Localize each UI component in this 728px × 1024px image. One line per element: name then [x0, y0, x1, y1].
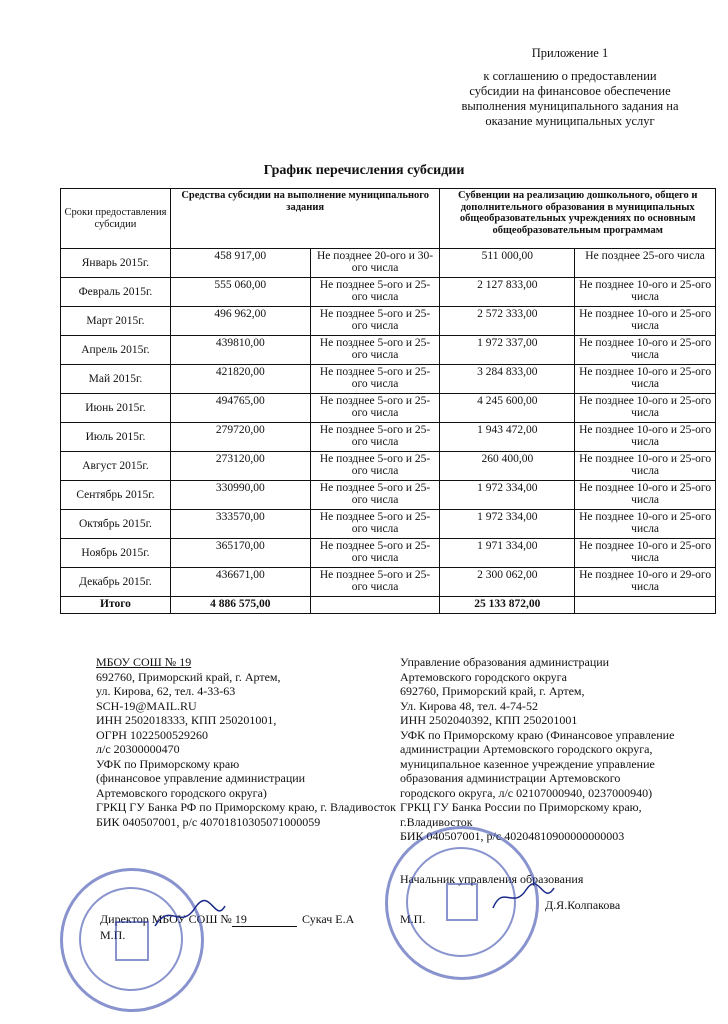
party-right-line: БИК 040507001, р/с 40204810900000000003: [400, 829, 625, 843]
subvention-term-cell: Не позднее 10-ого и 25-ого числа: [575, 452, 716, 481]
month-cell: Январь 2015г.: [61, 249, 171, 278]
party-right: [400, 655, 700, 844]
header-funds: Средства субсидии на выполнение муниципального задания: [170, 189, 440, 249]
right-signer-title: Начальник управления образования: [400, 872, 584, 886]
funds-term-cell: Не позднее 5-ого и 25-ого числа: [310, 510, 440, 539]
total-empty: [310, 597, 440, 614]
funds-amount-cell: 333570,00: [170, 510, 310, 539]
party-left-line: УФК по Приморскому краю: [96, 756, 240, 771]
month-cell: Апрель 2015г.: [61, 336, 171, 365]
funds-term-cell: Не позднее 5-ого и 25-ого числа: [310, 568, 440, 597]
table-row: [61, 510, 716, 539]
subvention-term-cell: Не позднее 10-ого и 25-ого числа: [575, 365, 716, 394]
month-cell: Июль 2015г.: [61, 423, 171, 452]
party-left-line: ИНН 2502018333, КПП 250201001,: [96, 713, 277, 727]
appendix-header: [450, 46, 690, 129]
left-signature-line: [232, 926, 297, 927]
header-subventions: Субвенции на реализацию дошкольного, общего и дополнительного образования в муниципальных общеобразовательных учреждениях по основным общеобразовательным программам: [440, 189, 716, 249]
party-right-line: городского округа, л/с 02107000940, 0237000940): [400, 785, 653, 800]
party-left-line: ГРКЦ ГУ Банка РФ по Приморскому краю, г. Владивосток: [96, 800, 396, 814]
party-right-line: Управление образования администрации: [400, 655, 610, 669]
funds-amount-cell: 496 962,00: [170, 307, 310, 336]
funds-term-cell: Не позднее 5-ого и 25-ого числа: [310, 336, 440, 365]
party-right-line: образования администрации Артемовского: [400, 771, 621, 785]
subvention-term-cell: Не позднее 10-ого и 25-ого числа: [575, 307, 716, 336]
left-signer-name: Сукач Е.А: [302, 912, 355, 926]
subvention-term-cell: Не позднее 10-ого и 25-ого числа: [575, 278, 716, 307]
appendix-line: оказание муниципальных услуг: [485, 114, 655, 128]
subvention-term-cell: Не позднее 10-ого и 25-ого числа: [575, 336, 716, 365]
funds-term-cell: Не позднее 20-ого и 30-ого числа: [310, 249, 440, 278]
subvention-term-cell: Не позднее 25-ого числа: [575, 249, 716, 278]
month-cell: Март 2015г.: [61, 307, 171, 336]
funds-amount-cell: 555 060,00: [170, 278, 310, 307]
appendix-title: Приложение 1: [531, 46, 609, 60]
right-mp: М.П.: [400, 912, 426, 926]
total-label: Итого: [61, 597, 171, 614]
table-row: [61, 394, 716, 423]
party-left: [96, 655, 396, 829]
funds-term-cell: Не позднее 5-ого и 25-ого числа: [310, 481, 440, 510]
table-row: [61, 568, 716, 597]
right-signer-name: Д.Я.Колпакова: [545, 898, 621, 912]
month-cell: Июнь 2015г.: [61, 394, 171, 423]
subvention-amount-cell: 511 000,00: [440, 249, 575, 278]
month-cell: Август 2015г.: [61, 452, 171, 481]
month-cell: Сентябрь 2015г.: [61, 481, 171, 510]
party-left-line: л/с 20300000470: [96, 742, 180, 756]
party-left-line: БИК 040507001, р/с 40701810305071000059: [96, 814, 321, 829]
party-left-name: МБОУ СОШ № 19: [96, 655, 192, 669]
party-right-line: администрации Артемовского городского округа,: [400, 742, 653, 756]
month-cell: Октябрь 2015г.: [61, 510, 171, 539]
table-row: [61, 249, 716, 278]
party-left-line: ул. Кирова, 62, тел. 4-33-63: [96, 684, 236, 698]
subvention-amount-cell: 1 972 337,00: [440, 336, 575, 365]
funds-term-cell: Не позднее 5-ого и 25-ого числа: [310, 539, 440, 568]
total-empty: [575, 597, 716, 614]
party-right-line: Артемовского городского округа: [400, 669, 567, 684]
total-amount-subventions: 25 133 872,00: [440, 597, 575, 614]
schedule-table: [60, 188, 716, 614]
subvention-amount-cell: 1 972 334,00: [440, 481, 575, 510]
month-cell: Февраль 2015г.: [61, 278, 171, 307]
table-row: [61, 307, 716, 336]
subvention-amount-cell: 1 943 472,00: [440, 423, 575, 452]
subvention-term-cell: Не позднее 10-ого и 25-ого числа: [575, 423, 716, 452]
table-row: [61, 481, 716, 510]
funds-amount-cell: 421820,00: [170, 365, 310, 394]
funds-amount-cell: 273120,00: [170, 452, 310, 481]
party-right-line: ИНН 2502040392, КПП 250201001: [400, 713, 578, 727]
funds-term-cell: Не позднее 5-ого и 25-ого числа: [310, 452, 440, 481]
table-row: [61, 423, 716, 452]
document-title: График перечисления субсидии: [263, 163, 465, 178]
funds-amount-cell: 458 917,00: [170, 249, 310, 278]
right-signature: [488, 880, 558, 916]
header-period: Сроки предоставления субсидии: [61, 189, 171, 249]
left-mp: М.П.: [100, 928, 126, 942]
table-row: [61, 452, 716, 481]
appendix-line: выполнения муниципального задания на: [461, 99, 679, 113]
subvention-term-cell: Не позднее 10-ого и 25-ого числа: [575, 510, 716, 539]
funds-amount-cell: 439810,00: [170, 336, 310, 365]
funds-amount-cell: 365170,00: [170, 539, 310, 568]
table-row: [61, 336, 716, 365]
party-right-line: г.Владивосток: [400, 814, 473, 829]
funds-term-cell: Не позднее 5-ого и 25-ого числа: [310, 423, 440, 452]
subvention-amount-cell: 4 245 600,00: [440, 394, 575, 423]
funds-term-cell: Не позднее 5-ого и 25-ого числа: [310, 307, 440, 336]
funds-term-cell: Не позднее 5-ого и 25-ого числа: [310, 394, 440, 423]
party-left-line: SCH-19@MAIL.RU: [96, 698, 197, 713]
left-signer-title: Директор МБОУ СОШ № 19: [100, 912, 247, 926]
party-right-line: ГРКЦ ГУ Банка России по Приморскому краю,: [400, 800, 642, 814]
funds-term-cell: Не позднее 5-ого и 25-ого числа: [310, 365, 440, 394]
party-left-line: (финансовое управление администрации: [96, 771, 306, 785]
table-row: [61, 365, 716, 394]
funds-amount-cell: 330990,00: [170, 481, 310, 510]
month-cell: Ноябрь 2015г.: [61, 539, 171, 568]
subvention-amount-cell: 3 284 833,00: [440, 365, 575, 394]
left-seal-stamp: [60, 868, 204, 1012]
party-right-line: муниципальное казенное учреждение управление: [400, 756, 655, 771]
party-left-line: ОГРН 1022500529260: [96, 727, 208, 742]
funds-amount-cell: 279720,00: [170, 423, 310, 452]
table-row: [61, 278, 716, 307]
party-left-line: Артемовского городского округа): [96, 785, 267, 800]
total-row: [61, 597, 716, 614]
month-cell: Декабрь 2015г.: [61, 568, 171, 597]
subvention-term-cell: Не позднее 10-ого и 25-ого числа: [575, 394, 716, 423]
funds-amount-cell: 494765,00: [170, 394, 310, 423]
appendix-line: к соглашению о предоставлении: [483, 69, 657, 83]
party-right-line: 692760, Приморский край, г. Артем,: [400, 684, 585, 698]
left-signature: [150, 896, 230, 936]
subvention-amount-cell: 2 300 062,00: [440, 568, 575, 597]
party-right-line: УФК по Приморскому краю (Финансовое управление: [400, 727, 675, 742]
funds-amount-cell: 436671,00: [170, 568, 310, 597]
subvention-amount-cell: 2 127 833,00: [440, 278, 575, 307]
subvention-amount-cell: 1 972 334,00: [440, 510, 575, 539]
table-row: [61, 539, 716, 568]
appendix-line: субсидии на финансовое обеспечение: [469, 84, 671, 98]
subvention-term-cell: Не позднее 10-ого и 29-ого числа: [575, 568, 716, 597]
total-amount-funds: 4 886 575,00: [170, 597, 310, 614]
month-cell: Май 2015г.: [61, 365, 171, 394]
party-right-line: Ул. Кирова 48, тел. 4-74-52: [400, 698, 538, 713]
subvention-amount-cell: 260 400,00: [440, 452, 575, 481]
subvention-amount-cell: 1 971 334,00: [440, 539, 575, 568]
party-left-line: 692760, Приморский край, г. Артем,: [96, 669, 281, 684]
funds-term-cell: Не позднее 5-ого и 25-ого числа: [310, 278, 440, 307]
subvention-term-cell: Не позднее 10-ого и 25-ого числа: [575, 539, 716, 568]
subvention-amount-cell: 2 572 333,00: [440, 307, 575, 336]
subvention-term-cell: Не позднее 10-ого и 25-ого числа: [575, 481, 716, 510]
